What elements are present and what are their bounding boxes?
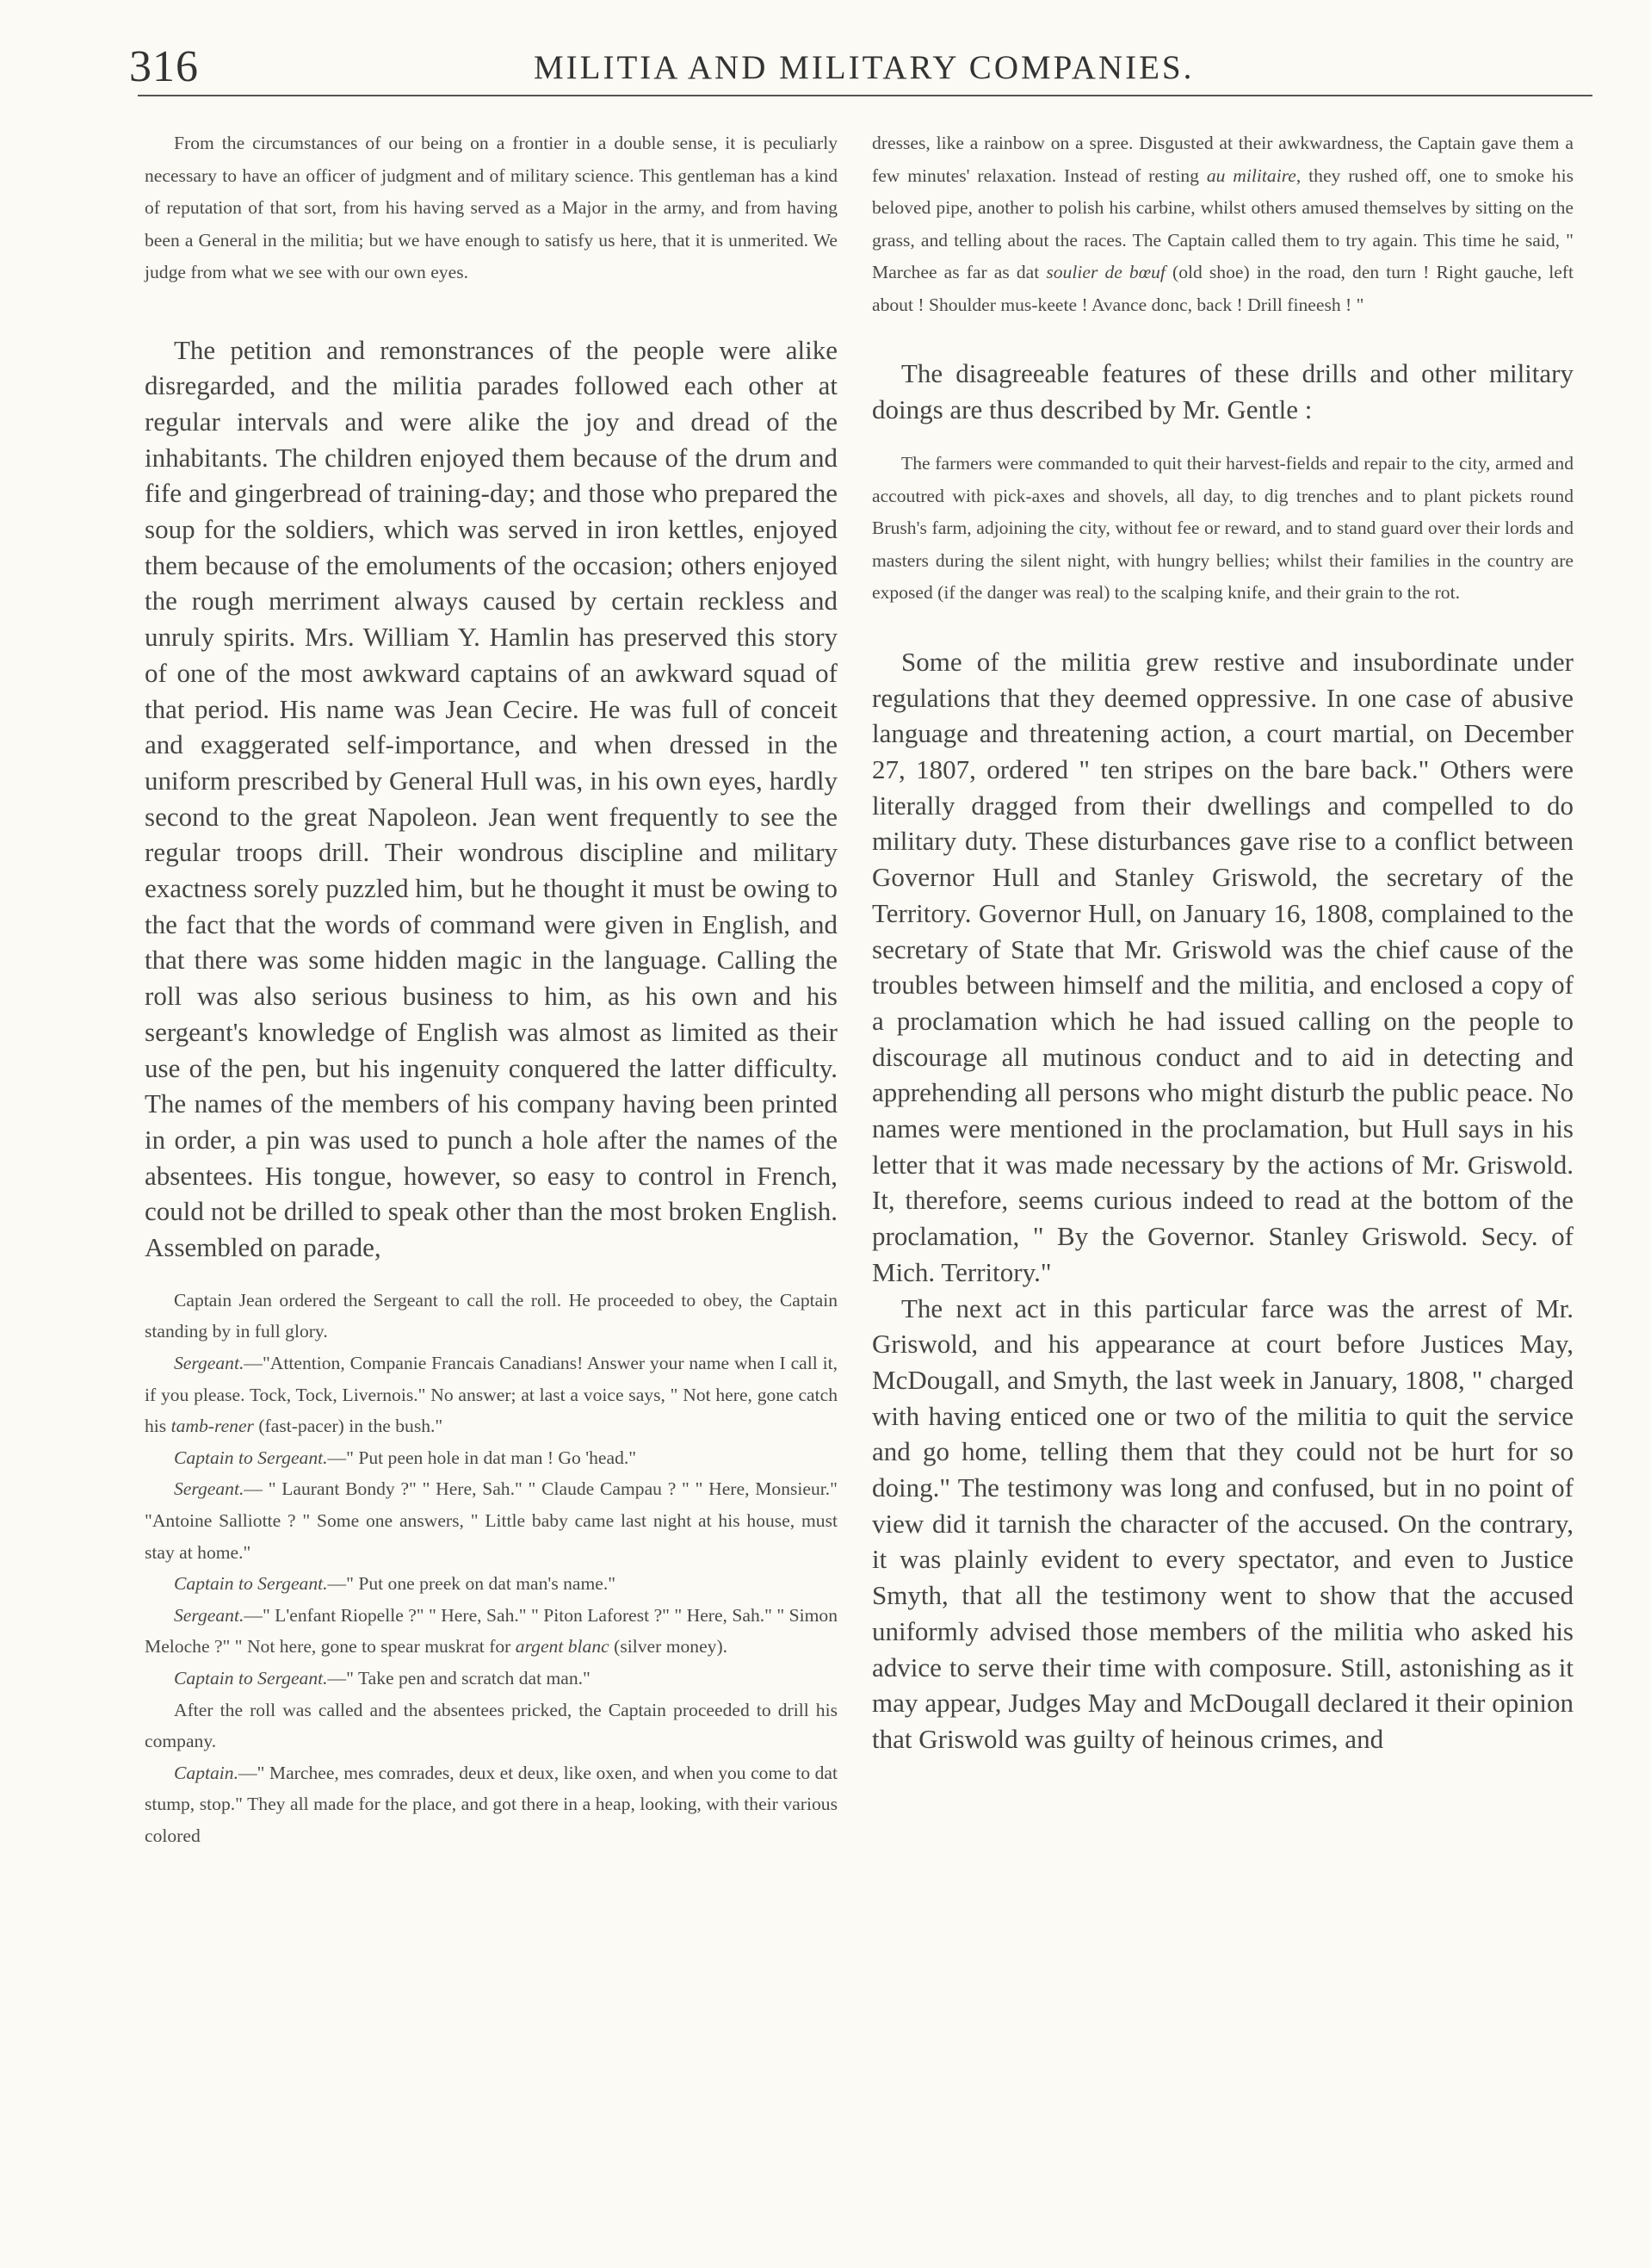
gentle-quote: The farmers were commanded to quit their harvest-fields and repair to the city, armed and accoutred with pick-axes and shovels, all day, to dig trenches and to plant pickets round Brush's farm, adjoining the city, without fee or reward, and to stand guard over their lords and masters during the silent night, with hungry bellies; whilst their families in the country are exposed (if the danger was real) to the scalping knife, and their grain to the rot. — [872, 453, 1574, 604]
dialogue-line: Sergeant.—" L'enfant Riopelle ?" " Here, Sah." " Piton Laforest ?" " Here, Sah." " Simon Meloche ?" " Not here, gone to spear muskrat for argent blanc (silver money). — [145, 1604, 838, 1658]
dialogue-line: Sergeant.—"Attention, Companie Francais Canadians! Answer your name when I call it, if you please. Tock, Tock, Livernois." No answer; at last a voice says, " Not here, gone catch his tamb-rener (fast-pacer) in the bush." — [145, 1352, 838, 1437]
dialogue-line: Captain.—" Marchee, mes comrades, deux et deux, like oxen, and when you come to dat stump, stop." They all made for the place, and got there in a heap, looking, with their various colored — [145, 1762, 838, 1846]
left-column — [145, 127, 838, 1851]
running-title: MILITIA AND MILITARY COMPANIES. — [534, 49, 1195, 86]
quote-intro: From the circumstances of our being on a frontier in a double sense, it is peculiarly necessary to have an officer of judgment and of military science. This gentleman has a kind of reputation of that sort, from his having served as a Major in the army, and from having been a General in the militia; but we have enough to satisfy us here, that it is unmerited. We judge from what we see with our own eyes. — [145, 133, 838, 282]
dialogue-line: Captain to Sergeant.—" Put one preek on dat man's name." — [174, 1573, 616, 1595]
speaker: Captain. — [174, 1762, 238, 1783]
body-paragraph-3: The next act in this particular farce was the arrest of Mr. Griswold, and his appearance at court before Justices May, McDougall, and Smyth, the last week in January, 1808, " charged with having enticed one or two of the militia to quit the service and go home, telling them that they could not be hurt for so doing." The testimony was long and confused, but in no point of view did it tarnish the character of the accused. On the contrary, it was plainly evident to every spectator, and even to Justice Smyth, that all the testimony went to show that the accused uniformly advised those members of the militia who asked his advice to serve their time with composure. Still, astonishing as it may appear, Judges May and McDougall declared it their opinion that Griswold was guilty of heinous crimes, and — [872, 1292, 1574, 1754]
dialogue-line: Captain to Sergeant.—" Take pen and scratch dat man." — [174, 1667, 591, 1689]
page-header — [129, 41, 1592, 102]
speaker: Captain to Sergeant. — [174, 1447, 328, 1468]
speaker: Sergeant. — [174, 1604, 244, 1626]
roll-call-dialogue — [145, 1285, 838, 1852]
dialogue-line: Captain to Sergeant.—" Put peen hole in dat man ! Go 'head." — [174, 1447, 637, 1468]
speaker: Sergeant. — [174, 1352, 244, 1373]
speaker: Sergeant. — [174, 1478, 244, 1500]
body-paragraph-1: The petition and remonstrances of the people were alike disregarded, and the militia parades followed each other at regular intervals and were alike the joy and dread of the inhabitants. The children enjoyed them because of the drum and fife and gingerbread of training-day; and those who prepared the soup for the soldiers, which was served in iron kettles, enjoyed them because of the emoluments of the occasion; others enjoyed the rough merriment always caused by certain reckless and unruly spirits. Mrs. William Y. Hamlin has preserved this story of one of the most awkward captains of an awkward squad of that period. His name was Jean Cecire. He was full of conceit and exaggerated self-importance, and when dressed in the uniform prescribed by General Hull was, in his own eyes, hardly second to the great Napoleon. Jean went frequently to see the regular troops drill. Their wondrous discipline and military exactness sorely puzzled him, but he thought it must be owing to the fact that the words of command were given in English, and that there was some hidden magic in the language. Calling the roll was also serious business to him, as his own and his sergeant's knowledge of English was almost as limited as their use of the pen, but his ingenuity conquered the latter difficulty. The names of the members of his company having been printed in order, a pin was used to punch a hole after the names of the absentees. His tongue, however, so easy to control in French, could not be drilled to speak other than the most broken English. Assembled on parade, — [145, 334, 838, 1263]
body-paragraph-2: Some of the militia grew restive and insubordinate under regulations that they deemed oppressive. In one case of abusive language and threatening action, a court martial, on December 27, 1807, ordered " ten stripes on the bare back." Others were literally dragged from their dwellings and compelled to do military duty. These disturbances gave rise to a conflict between Governor Hull and Stanley Griswold, the secretary of the Territory. Governor Hull, on January 16, 1808, complained to the secretary of State that Mr. Griswold was the chief cause of the troubles between himself and the militia, and enclosed a copy of a proclamation which he had issued calling on the people to discourage all mutinous conduct and to aid in detecting and apprehending all persons who might disturb the public peace. No names were mentioned in the proclamation, but Hull says in his letter that it was made necessary by the actions of Mr. Griswold. It, therefore, seems curious indeed to read at the bottom of the proclamation, " By the Governor. Stanley Griswold. Secy. of Mich. Territory." — [872, 646, 1574, 1287]
dialogue-line: Sergeant.— " Laurant Bondy ?" " Here, Sah." " Claude Campau ? " " Here, Monsieur." "Antoine Salliotte ? " Some one answers, " Little baby came last night at his house, must stay at home." — [145, 1478, 838, 1563]
speaker: Captain to Sergeant. — [174, 1573, 328, 1595]
intro-paragraph: The disagreeable features of these drills and other military doings are thus described by Mr. Gentle : — [872, 358, 1574, 424]
dialogue-line: After the roll was called and the absentees pricked, the Captain proceeded to drill his company. — [145, 1699, 838, 1752]
right-column — [872, 127, 1574, 1757]
page-number: 316 — [129, 42, 199, 91]
speaker: Captain to Sergeant. — [174, 1667, 328, 1689]
header-rule — [138, 95, 1592, 96]
quote-continuation: dresses, like a rainbow on a spree. Disgusted at their awkwardness, the Captain gave them a few minutes' relaxation. Instead of resting au militaire, they rushed off, one to smoke his beloved pipe, another to polish his carbine, whilst others amused themselves by sitting on the grass, and telling about the races. The Captain called them to try again. This time he said, " Marchee as far as dat soulier de bœuf (old shoe) in the road, den turn ! Right gauche, left about ! Shoulder mus-keete ! Avance donc, back ! Drill fineesh ! " — [872, 133, 1574, 315]
dialogue-line: Captain Jean ordered the Sergeant to call the roll. He proceeded to obey, the Captain standing by in full glory. — [145, 1289, 838, 1342]
